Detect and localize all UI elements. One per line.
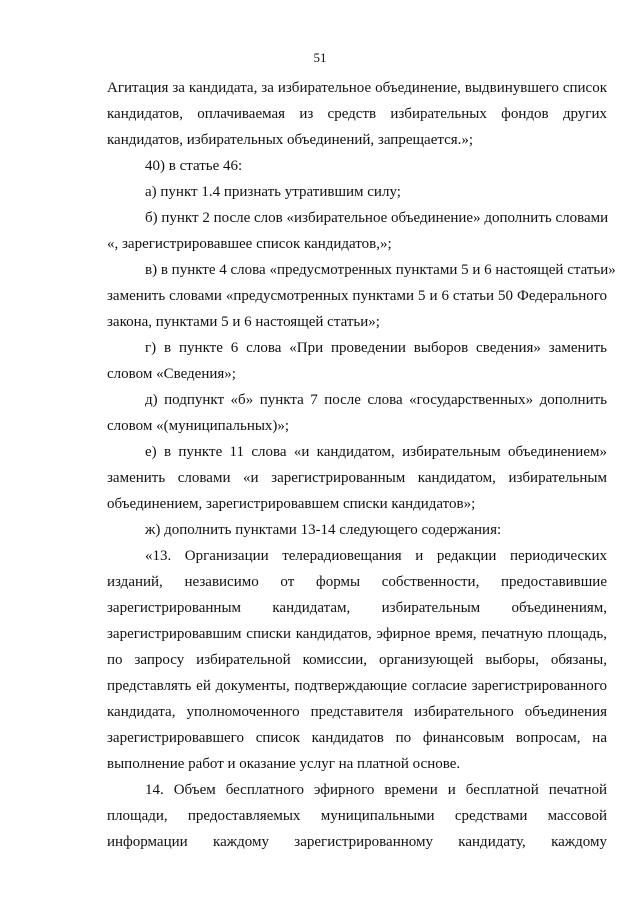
text-line: по запросу избирательной комиссии, организующей выборы, обязаны, (107, 652, 607, 668)
text-line: площади, предоставляемых муниципальными средствами массовой (107, 808, 607, 824)
paragraph (107, 335, 607, 387)
paragraph (107, 153, 607, 179)
text-line: «, зарегистрировавшее список кандидатов,»; (107, 236, 392, 252)
text-line: объединением, зарегистрировавшем списки кандидатов»; (107, 496, 476, 512)
text-line: изданий, независимо от формы собственности, предоставившие (107, 574, 607, 590)
text-line: в) в пункте 4 слова «предусмотренных пунктами 5 и 6 настоящей статьи» (145, 262, 616, 278)
text-line: словом «(муниципальных)»; (107, 418, 290, 434)
text-line: выполнение работ и оказание услуг на платной основе. (107, 756, 461, 772)
paragraph (107, 517, 607, 543)
paragraph (107, 205, 607, 257)
paragraph (107, 543, 607, 777)
text-line: кандидата, уполномоченного представителя избирательного объединения (107, 704, 607, 720)
text-line: заменить словами «и зарегистрированным кандидатом, избирательным (107, 470, 607, 486)
text-line: закона, пунктами 5 и 6 настоящей статьи»; (107, 314, 380, 330)
text-line: словом «Сведения»; (107, 366, 236, 382)
paragraph (107, 387, 607, 439)
text-line: кандидатов, оплачиваемая из средств избирательных фондов других (107, 106, 607, 122)
paragraph (107, 179, 607, 205)
paragraph (107, 75, 607, 153)
text-line: «13. Организации телерадиовещания и редакции периодических (145, 548, 607, 564)
text-line: зарегистрировавшим списки кандидатов, эфирное время, печатную площадь, (107, 626, 607, 642)
text-line: е) в пункте 11 слова «и кандидатом, избирательным объединением» (145, 444, 607, 460)
text-line: представлять ей документы, подтверждающие согласие зарегистрированного (107, 678, 607, 694)
text-line: кандидатов, избирательных объединений, запрещается.»; (107, 132, 474, 148)
text-line: а) пункт 1.4 признать утратившим силу; (145, 184, 401, 200)
text-line: б) пункт 2 после слов «избирательное объединение» дополнить словами (145, 210, 609, 226)
document-body (107, 75, 616, 855)
text-line: заменить словами «предусмотренных пунктами 5 и 6 статьи 50 Федерального (107, 288, 607, 304)
text-line: 40) в статье 46: (145, 158, 243, 174)
text-line: зарегистрировавшего список кандидатов по финансовым вопросам, на (107, 730, 607, 746)
paragraph (107, 777, 607, 855)
text-line: ж) дополнить пунктами 13-14 следующего содержания: (145, 522, 502, 538)
page-number: 51 (313, 50, 327, 65)
text-line: Агитация за кандидата, за избирательное объединение, выдвинувшего список (107, 80, 607, 96)
text-line: 14. Объем бесплатного эфирного времени и бесплатной печатной (145, 782, 607, 798)
text-line: информации каждому зарегистрированному кандидату, каждому (107, 834, 607, 850)
paragraph (107, 439, 607, 517)
paragraph (107, 257, 616, 335)
text-line: г) в пункте 6 слова «При проведении выборов сведения» заменить (145, 340, 607, 356)
text-line: д) подпункт «б» пункта 7 после слова «государственных» дополнить (145, 392, 607, 408)
text-line: зарегистрированным кандидатам, избирательным объединениям, (107, 600, 607, 616)
